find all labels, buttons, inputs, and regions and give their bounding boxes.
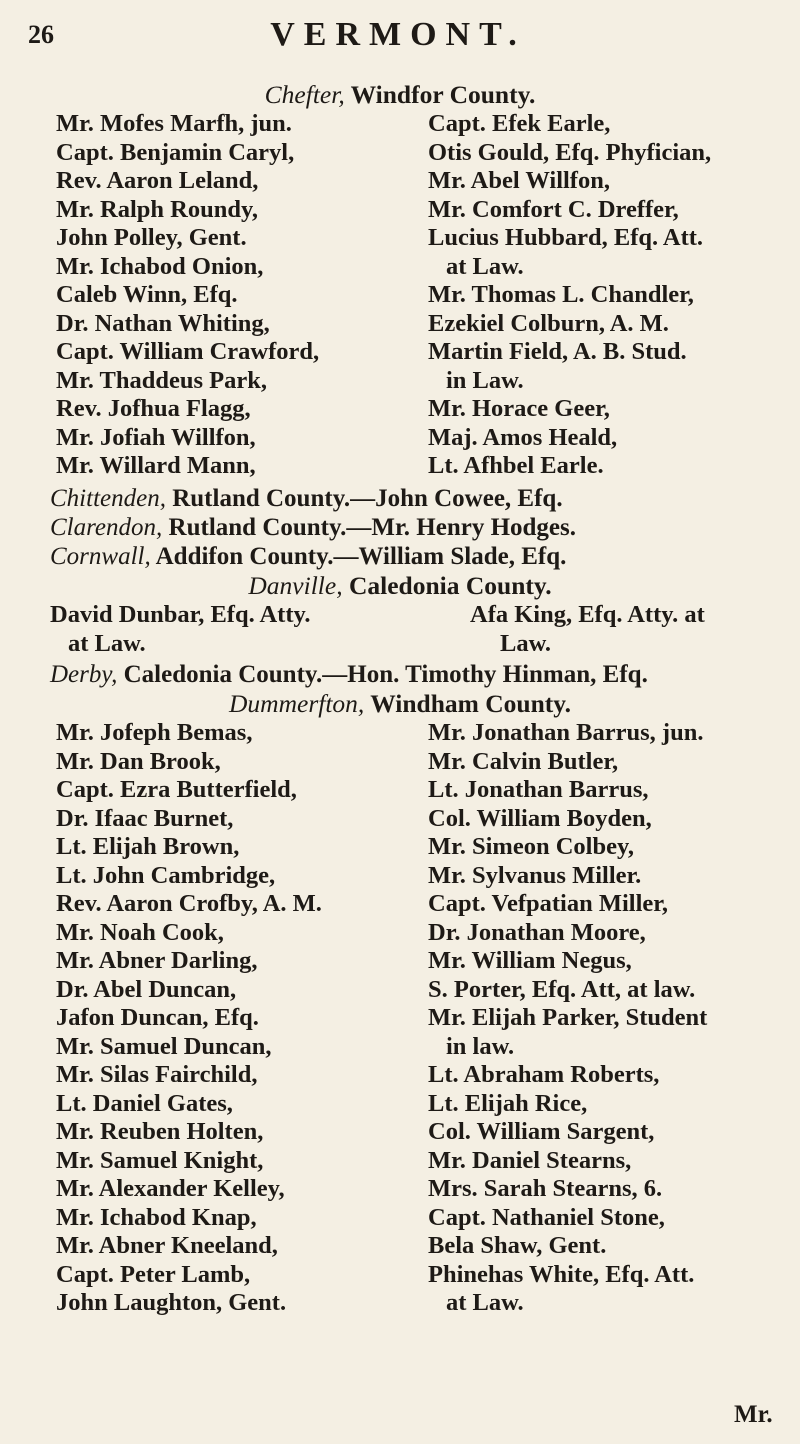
subscriber-name: Mr. Jonathan Barrus, jun.	[428, 719, 704, 746]
subscriber-name: Lt. John Cambridge,	[56, 861, 276, 889]
chester-heading	[0, 80, 800, 110]
subscriber-name: Capt. Vefpatian Miller,	[428, 890, 669, 917]
cornwall-subscriber: Addifon County.—William Slade, Efq.	[150, 543, 567, 570]
dummerston-left-column	[56, 719, 322, 1318]
danville-heading	[0, 571, 800, 601]
danville-county: Caledonia County.	[342, 571, 552, 600]
subscriber-name: Mr. William Negus,	[428, 947, 632, 974]
chittenden-subscriber: Rutland County.—John Cowee, Efq.	[165, 485, 563, 512]
subscriber-name: Capt. Efek Earle,	[428, 110, 611, 137]
subscriber-name-continued: in law.	[446, 1032, 515, 1060]
subscriber-name: Mr. Abner Darling,	[56, 947, 258, 974]
subscriber-name: Rev. Aaron Leland,	[56, 167, 259, 194]
clarendon-entry	[50, 513, 790, 542]
subscriber-name: Mr. Alexander Kelley,	[56, 1175, 285, 1202]
chester-town: Chefter,	[264, 80, 345, 109]
running-head	[28, 12, 768, 62]
subscriber-name: Caleb Winn, Efq.	[56, 281, 238, 308]
subscriber-name: Capt. Benjamin Caryl,	[56, 138, 295, 166]
subscriber-name: Rev. Jofhua Flagg,	[56, 395, 251, 422]
subscriber-name: Lt. Abraham Roberts,	[428, 1061, 660, 1088]
subscriber-name: Mr. Calvin Butler,	[428, 747, 619, 775]
subscriber-name: Mr. Simeon Colbey,	[428, 833, 634, 860]
page-number: 26	[28, 20, 54, 49]
cornwall-town: Cornwall,	[50, 543, 151, 570]
subscriber-name: Lt. Elijah Rice,	[428, 1089, 588, 1117]
subscriber-name: Ezekiel Colburn, A. M.	[428, 309, 669, 337]
subscriber-name: Afa King, Efq. Atty. at	[470, 601, 705, 628]
subscriber-name-continued: Law.	[500, 629, 552, 657]
subscriber-name: Martin Field, A. B. Stud.	[428, 338, 687, 365]
chester-county: Windfor County.	[344, 80, 536, 109]
subscriber-name: Mr. Dan Brook,	[56, 747, 221, 775]
subscriber-name: Lucius Hubbard, Efq. Att.	[428, 224, 704, 251]
subscriber-name: Dr. Abel Duncan,	[56, 975, 237, 1003]
subscriber-name: Mr. Samuel Knight,	[56, 1146, 264, 1174]
chester-right-column	[428, 110, 711, 481]
danville-left-column	[50, 601, 311, 658]
subscriber-name: Mr. Sylvanus Miller.	[428, 861, 642, 889]
danville-town: Danville,	[248, 571, 343, 600]
subscriber-name: Mr. Reuben Holten,	[56, 1118, 264, 1145]
subscriber-name: John Laughton, Gent.	[56, 1289, 287, 1316]
subscriber-name-continued: at Law.	[68, 629, 146, 657]
subscriber-name: Lt. Daniel Gates,	[56, 1089, 233, 1117]
subscriber-name: Col. William Boyden,	[428, 804, 652, 832]
subscriber-name: John Polley, Gent.	[56, 224, 247, 251]
dummerston-town: Dummerfton,	[229, 689, 365, 718]
subscriber-name: Mr. Samuel Duncan,	[56, 1032, 272, 1060]
derby-entry	[50, 660, 790, 689]
subscriber-name: S. Porter, Efq. Att, at law.	[428, 975, 696, 1003]
subscriber-name: Mr. Jofiah Willfon,	[56, 423, 256, 451]
derby-town: Derby,	[50, 661, 118, 688]
subscriber-name: Mr. Daniel Stearns,	[428, 1146, 632, 1174]
danville-right-column	[470, 601, 705, 658]
subscriber-name: Mr. Ralph Roundy,	[56, 195, 258, 223]
subscriber-name: Mr. Abner Kneeland,	[56, 1232, 278, 1259]
subscriber-name: Mr. Ichabod Onion,	[56, 252, 264, 280]
subscriber-name-continued: in Law.	[446, 366, 524, 394]
dummerston-county: Windham County.	[364, 689, 571, 718]
subscriber-name-continued: at Law.	[446, 252, 524, 280]
catchword: Mr.	[734, 1401, 773, 1428]
subscriber-name: Mr. Elijah Parker, Student	[428, 1004, 708, 1031]
subscriber-name: Mrs. Sarah Stearns, 6.	[428, 1175, 663, 1202]
subscriber-name: Dr. Jonathan Moore,	[428, 918, 646, 946]
subscriber-name: Mr. Thomas L. Chandler,	[428, 281, 694, 308]
subscriber-name: Mr. Jofeph Bemas,	[56, 719, 253, 746]
subscriber-name: Mr. Horace Geer,	[428, 395, 610, 422]
dummerston-heading	[0, 689, 800, 719]
clarendon-town: Clarendon,	[50, 514, 163, 541]
subscriber-name: Capt. Ezra Butterfield,	[56, 776, 297, 803]
subscriber-name: Capt. Nathaniel Stone,	[428, 1203, 665, 1231]
chittenden-entry	[50, 484, 790, 513]
subscriber-name: Col. William Sargent,	[428, 1118, 655, 1145]
subscriber-name: Mr. Thaddeus Park,	[56, 366, 268, 394]
subscriber-name: Dr. Ifaac Burnet,	[56, 804, 234, 832]
subscriber-name: Mr. Mofes Marfh, jun.	[56, 110, 292, 137]
subscriber-name: Capt. William Crawford,	[56, 338, 320, 365]
subscriber-name: Rev. Aaron Crofby, A. M.	[56, 890, 322, 917]
subscriber-name: Lt. Elijah Brown,	[56, 833, 240, 860]
dummerston-right-column	[428, 719, 707, 1318]
subscriber-name: Dr. Nathan Whiting,	[56, 309, 270, 337]
subscriber-name: Mr. Silas Fairchild,	[56, 1061, 258, 1088]
subscriber-name: Mr. Noah Cook,	[56, 918, 224, 946]
page-title: VERMONT.	[270, 16, 526, 53]
subscriber-name: Capt. Peter Lamb,	[56, 1260, 251, 1288]
subscriber-name: Mr. Comfort C. Dreffer,	[428, 195, 679, 223]
subscriber-name: Lt. Afhbel Earle.	[428, 452, 604, 479]
subscriber-name: Lt. Jonathan Barrus,	[428, 776, 649, 803]
subscriber-name: Bela Shaw, Gent.	[428, 1232, 607, 1259]
chittenden-town: Chittenden,	[50, 485, 166, 512]
subscriber-name: David Dunbar, Efq. Atty.	[50, 601, 311, 628]
subscriber-name-continued: at Law.	[446, 1289, 524, 1316]
subscriber-name: Otis Gould, Efq. Phyfician,	[428, 138, 712, 166]
clarendon-subscriber: Rutland County.—Mr. Henry Hodges.	[162, 514, 576, 541]
subscriber-name: Maj. Amos Heald,	[428, 423, 618, 451]
subscriber-name: Mr. Willard Mann,	[56, 452, 256, 479]
subscriber-name: Mr. Abel Willfon,	[428, 167, 610, 194]
chester-left-column	[56, 110, 319, 481]
derby-subscriber: Caledonia County.—Hon. Timothy Hinman, Efq.	[117, 661, 648, 688]
subscriber-name: Phinehas White, Efq. Att.	[428, 1260, 695, 1288]
cornwall-entry	[50, 542, 790, 571]
subscriber-name: Mr. Ichabod Knap,	[56, 1203, 257, 1231]
subscriber-name: Jafon Duncan, Efq.	[56, 1004, 259, 1031]
